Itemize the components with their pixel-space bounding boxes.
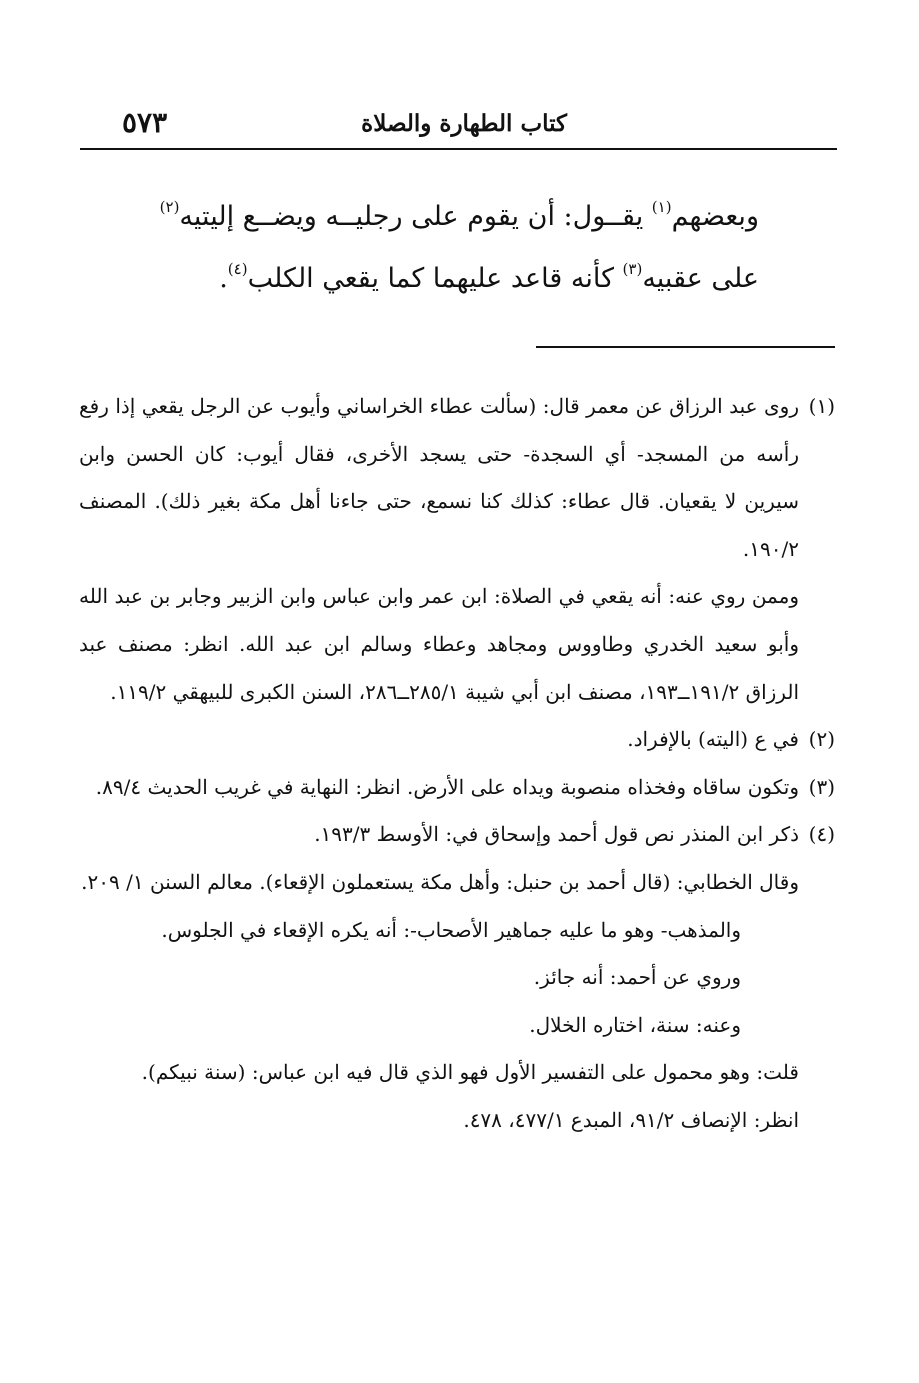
footnote-4 xyxy=(79,811,835,859)
running-title: كتاب الطهارة والصلاة xyxy=(361,110,567,137)
main-text xyxy=(99,186,759,310)
footnote-text: انظر: الإنصاف ٩١/٢، المبدع ٤٧٧/١، ٤٧٨. xyxy=(463,1107,799,1132)
main-text-segment: كأنه قاعد عليهما كما يقعي الكلب xyxy=(247,263,623,294)
footnote-divider xyxy=(536,346,835,348)
footnote-number: (١) xyxy=(808,394,835,418)
footnote-text: وقال الخطابي: (قال أحمد بن حنبل: وأهل مكة يستعملون الإقعاء). معالم السنن ١/ ٢٠٩. xyxy=(81,869,799,894)
footnotes xyxy=(79,383,835,1145)
page-number: ٥٧٣ xyxy=(122,106,168,139)
footnote-ref-2: (٢) xyxy=(159,198,180,216)
footnote-number: (٢) xyxy=(808,727,835,752)
main-text-line-2 xyxy=(99,248,759,310)
footnote-4-paragraph xyxy=(79,859,835,907)
footnote-text: قلت: وهو محمول على التفسير الأول فهو الذي قال فيه ابن عباس: (سنة نبيكم). xyxy=(141,1060,799,1085)
footnote-1 xyxy=(79,383,835,573)
main-text-line-1 xyxy=(99,186,759,248)
footnote-text: والمذهب- وهو ما عليه جماهير الأصحاب-: أنه يكره الإقعاء في الجلوس. xyxy=(161,917,741,942)
footnote-number: (٤) xyxy=(808,822,835,847)
footnote-4-paragraph xyxy=(79,954,835,1002)
footnote-text: روى عبد الرزاق عن معمر قال: (سألت عطاء الخراساني وأيوب عن الرجل يقعي إذا رفع رأسه من المسجد- أي السجدة- حتى يسجد الأخرى، فقال أيوب: كان الحسن وابن سيرين لا يقعيان. قال عطاء: كذلك كنا نسمع، حتى جاءنا أهل مكة بغير ذلك). المصنف ١٩٠/٢. xyxy=(79,394,799,561)
main-text-segment: وبعضهم xyxy=(671,201,759,232)
footnote-3 xyxy=(79,764,835,812)
footnote-text: وممن روي عنه: أنه يقعي في الصلاة: ابن عمر وابن عباس وابن الزبير وجابر بن عبد الله وأبو سعيد الخدري وطاووس ومجاهد وعطاء وسالم ابن عبد الله. انظر: مصنف عبد الرزاق ١٩١/٢ــ١٩٣، مصنف ابن أبي شيبة ٢٨٥/١ــ٢٨٦، السنن الكبرى للبيهقي ١١٩/٢. xyxy=(79,584,799,704)
footnote-text: وروي عن أحمد: أنه جائز. xyxy=(533,965,741,990)
footnote-text: وعنه: سنة، اختاره الخلال. xyxy=(529,1012,741,1037)
footnote-number: (٣) xyxy=(808,774,835,799)
footnote-text: في ع (اليته) بالإفراد. xyxy=(627,727,799,752)
footnote-4-paragraph xyxy=(79,1097,835,1145)
footnote-4-paragraph xyxy=(79,1049,835,1097)
main-text-segment: يقــول: أن يقوم على رجليــه ويضــع إليتيه xyxy=(179,201,652,232)
footnote-ref-1: (١) xyxy=(651,198,672,216)
main-text-segment: . xyxy=(219,263,228,294)
footnote-text: ذكر ابن المنذر نص قول أحمد وإسحاق في: الأوسط ١٩٣/٣. xyxy=(314,822,799,847)
footnote-text: وتكون ساقاه وفخذاه منصوبة ويداه على الأرض. انظر: النهاية في غريب الحديث ٨٩/٤. xyxy=(95,774,799,799)
footnote-2 xyxy=(79,716,835,764)
page-header xyxy=(80,100,837,150)
footnote-4-paragraph xyxy=(79,1002,835,1050)
footnote-1-continuation xyxy=(79,573,835,716)
footnote-ref-3: (٣) xyxy=(622,260,643,278)
footnote-ref-4: (٤) xyxy=(227,260,248,278)
footnote-4-paragraph xyxy=(79,907,835,955)
main-text-segment: على عقبيه xyxy=(642,263,759,294)
